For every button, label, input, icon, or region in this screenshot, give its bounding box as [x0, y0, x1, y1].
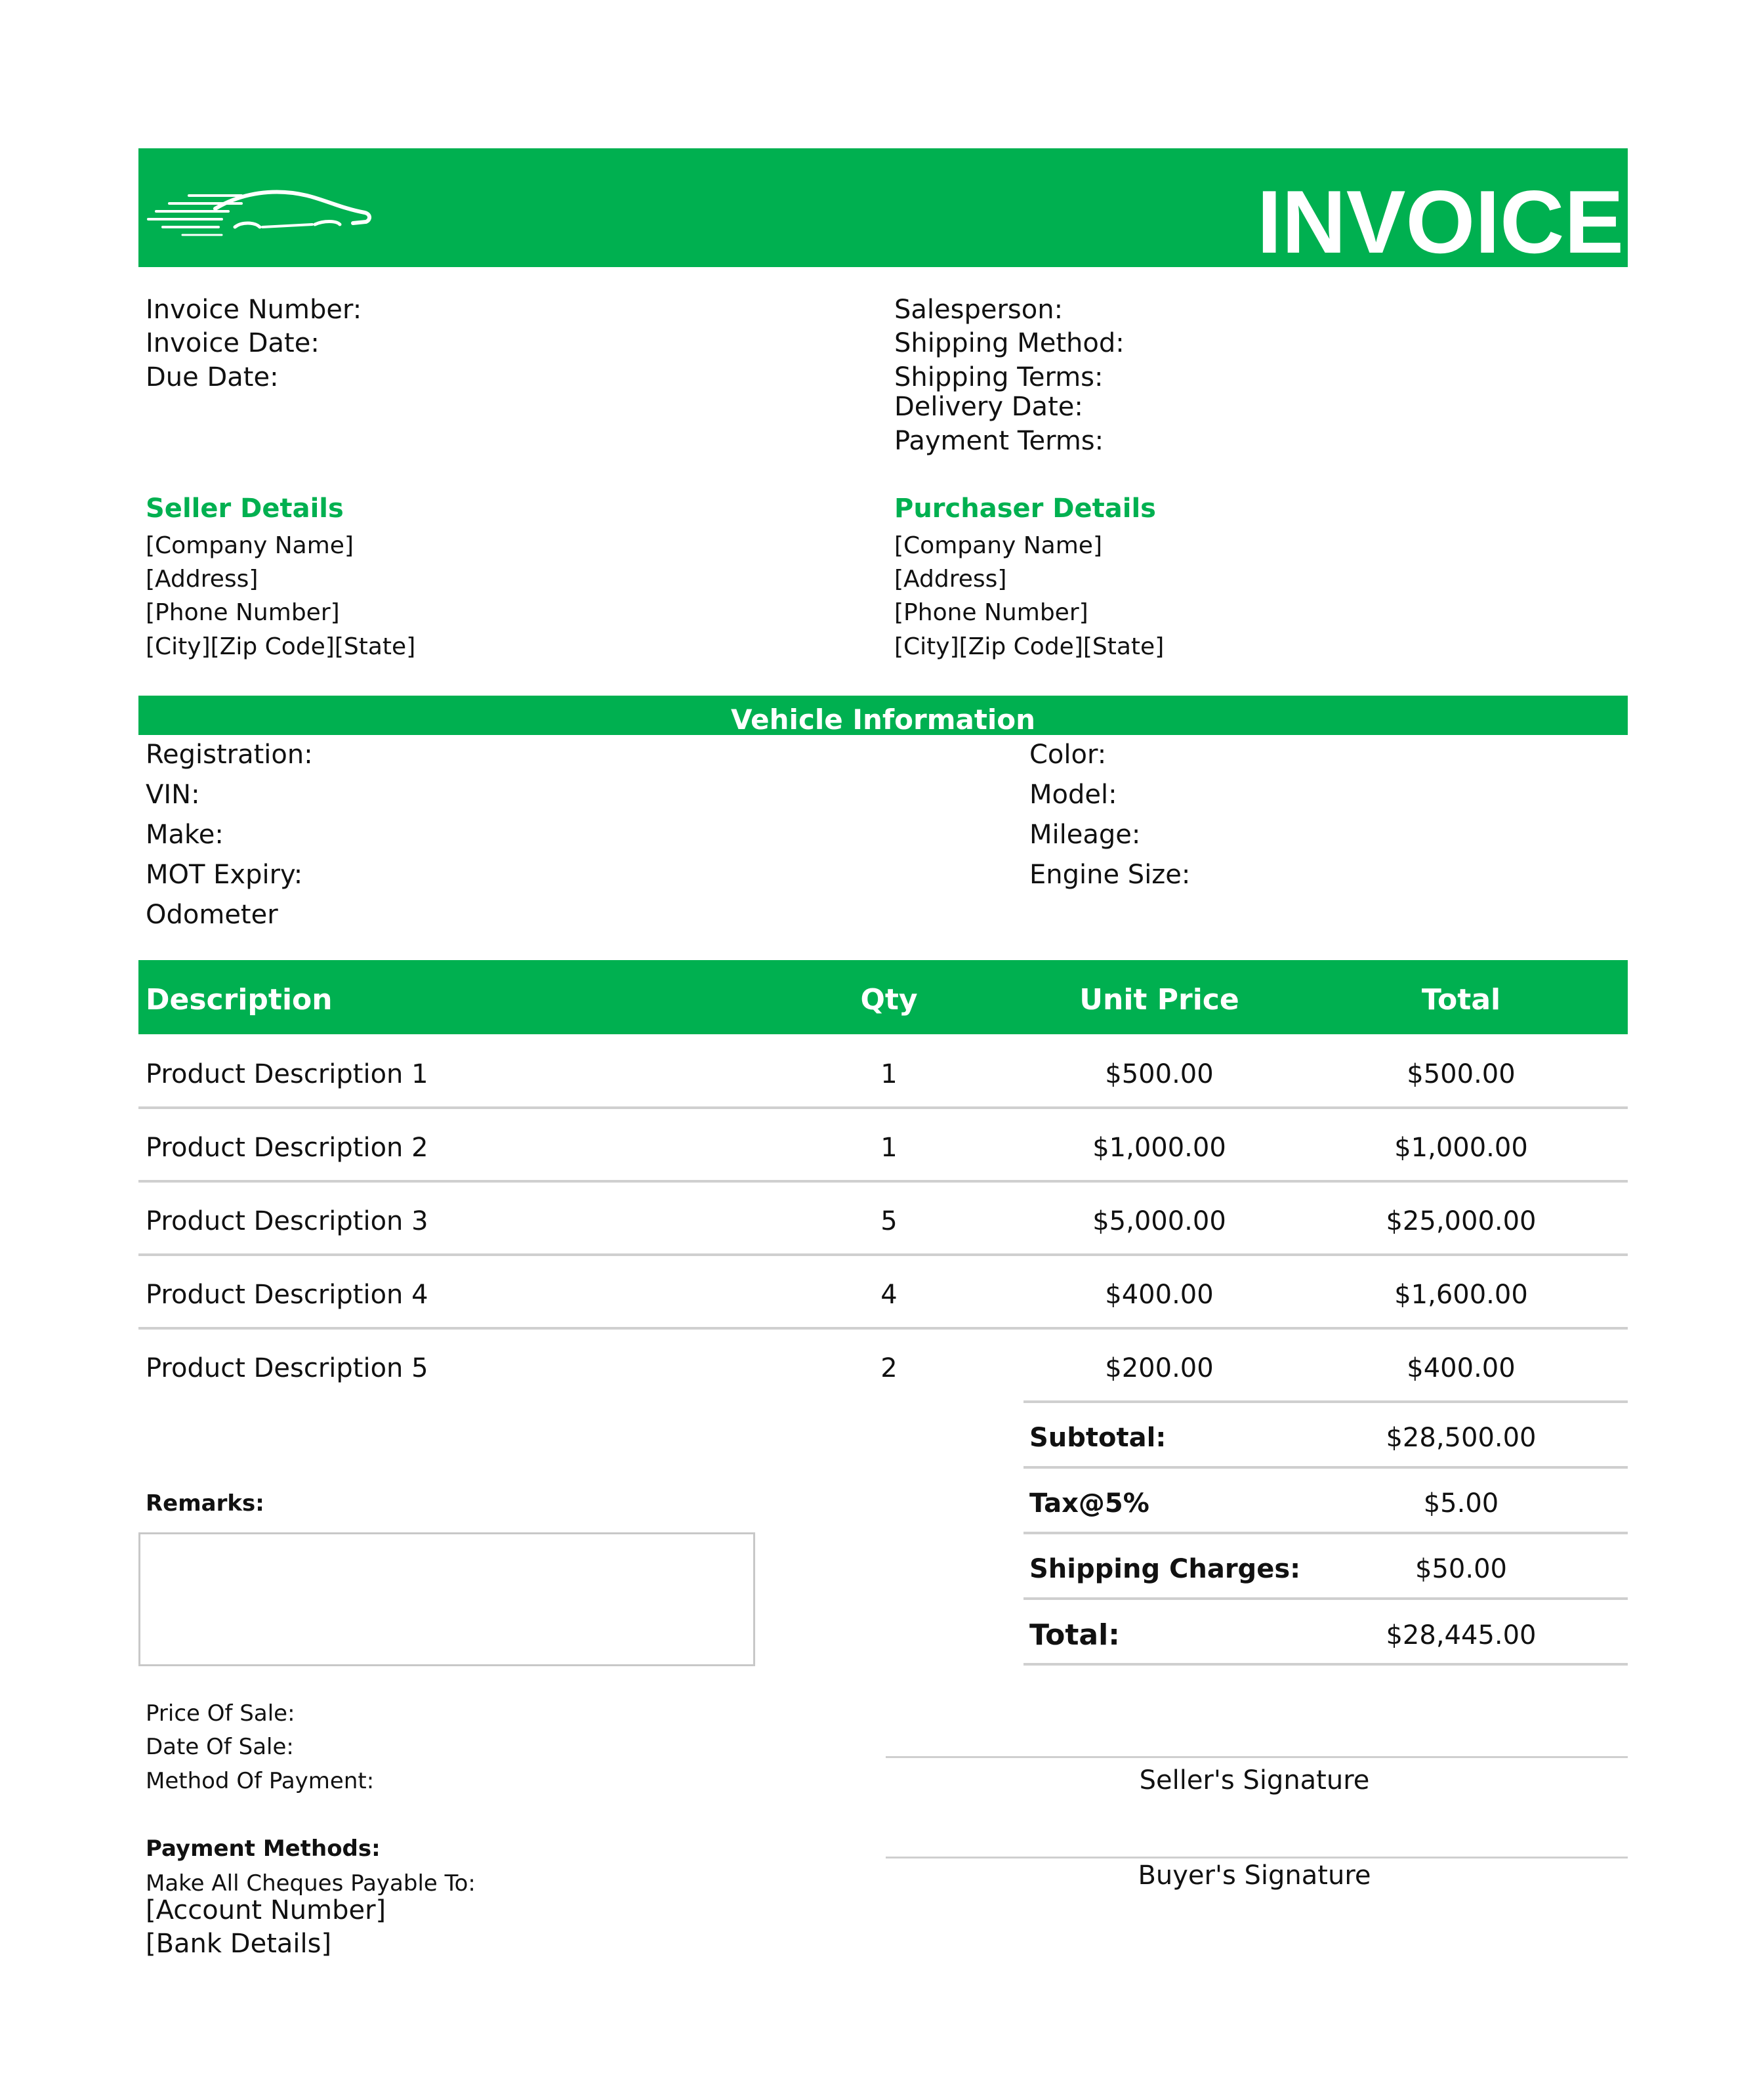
shipping-charges-value: $50.00 [1415, 1554, 1507, 1584]
purchaser-details-heading: Purchaser Details [894, 494, 1156, 524]
table-row-1-total: $500.00 [1407, 1059, 1516, 1089]
registration-label: Registration: [146, 740, 313, 770]
mot-expiry-label: MOT Expiry: [146, 860, 303, 890]
row-divider [138, 1327, 1628, 1330]
row-divider [138, 1106, 1628, 1109]
color-label: Color: [1029, 740, 1107, 770]
table-row-4-total: $1,600.00 [1394, 1280, 1528, 1310]
tax-label: Tax@5% [1029, 1488, 1149, 1519]
invoice-number-label: Invoice Number: [146, 295, 362, 325]
seller-address: [Address] [146, 566, 258, 593]
table-row-2-qty: 1 [880, 1133, 898, 1163]
column-header-qty: Qty [860, 983, 918, 1017]
subtotal-value: $28,500.00 [1386, 1423, 1537, 1453]
purchaser-city: [City][Zip Code][State] [894, 633, 1165, 660]
remarks-box[interactable] [138, 1532, 755, 1666]
invoice-title: INVOICE [1256, 172, 1624, 272]
tax-value: $5.00 [1423, 1488, 1499, 1519]
shipping-method-label: Shipping Method: [894, 328, 1125, 358]
delivery-date-label: Delivery Date: [894, 392, 1083, 422]
seller-company: [Company Name] [146, 532, 354, 559]
mileage-label: Mileage: [1029, 820, 1141, 850]
column-header-unit-price: Unit Price [1079, 983, 1239, 1017]
shipping-terms-label: Shipping Terms: [894, 362, 1104, 392]
seller-phone: [Phone Number] [146, 599, 340, 626]
totals-divider [1023, 1597, 1628, 1600]
table-row-2-description: Product Description 2 [146, 1133, 428, 1163]
vehicle-info-heading: Vehicle Information [730, 704, 1036, 736]
payment-terms-label: Payment Terms: [894, 426, 1104, 456]
table-row-2-unit-price: $1,000.00 [1092, 1133, 1226, 1163]
invoice-date-label: Invoice Date: [146, 328, 320, 358]
table-row-3-qty: 5 [880, 1206, 898, 1236]
salesperson-label: Salesperson: [894, 295, 1064, 325]
account-number: [Account Number] [146, 1895, 386, 1925]
seller-signature-label: Seller's Signature [1139, 1765, 1370, 1796]
subtotal-label: Subtotal: [1029, 1423, 1167, 1453]
model-label: Model: [1029, 780, 1117, 810]
make-label: Make: [146, 820, 224, 850]
table-row-4-description: Product Description 4 [146, 1280, 428, 1310]
table-row-4-unit-price: $400.00 [1105, 1280, 1214, 1310]
car-logo-icon [143, 181, 373, 240]
buyer-signature-label: Buyer's Signature [1138, 1860, 1371, 1891]
totals-divider [1023, 1400, 1628, 1403]
totals-divider [1023, 1532, 1628, 1534]
date-of-sale-label: Date Of Sale: [146, 1734, 294, 1760]
odometer-label: Odometer [146, 900, 278, 930]
due-date-label: Due Date: [146, 362, 279, 392]
table-row-5-unit-price: $200.00 [1105, 1353, 1214, 1383]
seller-city: [City][Zip Code][State] [146, 633, 416, 660]
method-of-payment-label: Method Of Payment: [146, 1768, 375, 1794]
table-row-5-qty: 2 [880, 1353, 898, 1383]
grand-total-value: $28,445.00 [1386, 1620, 1537, 1650]
bank-details: [Bank Details] [146, 1929, 332, 1959]
purchaser-company: [Company Name] [894, 532, 1103, 559]
purchaser-address: [Address] [894, 566, 1007, 593]
remarks-label: Remarks: [146, 1490, 264, 1517]
purchaser-phone: [Phone Number] [894, 599, 1088, 626]
table-row-4-qty: 4 [880, 1280, 898, 1310]
column-header-description: Description [146, 983, 333, 1017]
price-of-sale-label: Price Of Sale: [146, 1700, 295, 1727]
table-row-1-description: Product Description 1 [146, 1059, 428, 1089]
grand-total-label: Total: [1029, 1618, 1120, 1652]
row-divider [138, 1180, 1628, 1183]
seller-details-heading: Seller Details [146, 494, 344, 524]
row-divider [138, 1253, 1628, 1256]
cheques-payable-label: Make All Cheques Payable To: [146, 1870, 476, 1897]
table-row-1-unit-price: $500.00 [1105, 1059, 1214, 1089]
table-row-3-unit-price: $5,000.00 [1092, 1206, 1226, 1236]
totals-divider [1023, 1466, 1628, 1469]
totals-divider [1023, 1663, 1628, 1666]
table-row-5-total: $400.00 [1407, 1353, 1516, 1383]
table-row-3-total: $25,000.00 [1386, 1206, 1537, 1236]
shipping-charges-label: Shipping Charges: [1029, 1554, 1301, 1584]
seller-signature-line [886, 1756, 1628, 1758]
vin-label: VIN: [146, 780, 200, 810]
table-row-1-qty: 1 [880, 1059, 898, 1089]
buyer-signature-line [886, 1857, 1628, 1858]
table-row-2-total: $1,000.00 [1394, 1133, 1528, 1163]
payment-methods-heading: Payment Methods: [146, 1836, 381, 1862]
engine-size-label: Engine Size: [1029, 860, 1191, 890]
column-header-total: Total [1421, 983, 1501, 1017]
table-row-3-description: Product Description 3 [146, 1206, 428, 1236]
table-row-5-description: Product Description 5 [146, 1353, 428, 1383]
